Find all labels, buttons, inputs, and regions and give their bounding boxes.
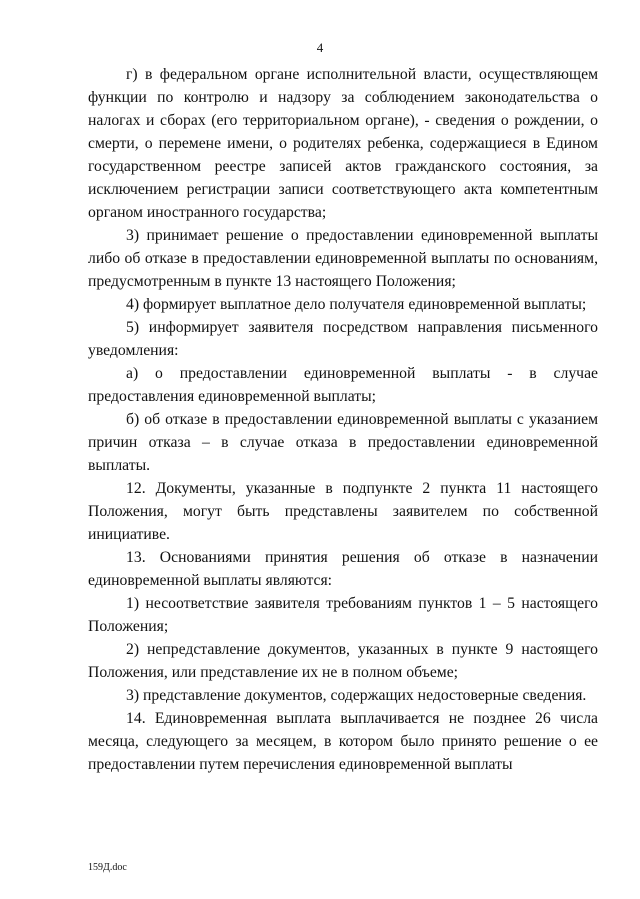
paragraph-5b-refused: б) об отказе в предоставлении единовременной выплаты с указанием причин отказа – в случае отказа в предоставлении единовременной выплаты.: [88, 411, 598, 474]
page-number: 4: [316, 40, 324, 55]
clause-13-item-3: 3) представление документов, содержащих недостоверные сведения.: [126, 687, 587, 704]
clause-13-item-2: 2) непредставление документов, указанных в пункте 9 настоящего Положения, или представление их не в полном объеме;: [88, 641, 598, 681]
paragraph-5a-granted: а) о предоставлении единовременной выплаты - в случае предоставления единовременной выплаты;: [88, 365, 598, 405]
clause-12: 12. Документы, указанные в подпункте 2 пункта 11 настоящего Положения, могут быть представлены заявителем по собственной инициативе.: [88, 480, 598, 543]
paragraph-4-payment-file: 4) формирует выплатное дело получателя единовременной выплаты;: [126, 296, 587, 313]
clause-13: 13. Основаниями принятия решения об отказе в назначении единовременной выплаты являются:: [88, 549, 598, 589]
file-name-footer: 159Д.doc: [88, 862, 127, 873]
paragraph-g-federal-tax-organ: г) в федеральном органе исполнительной власти, осуществляющем функции по контролю и надзору за соблюдением законодательства о налогах и сборах (его территориальном органе), - сведения о рождении, о смерти, о перемене имени, о родителях ребенка, содержащиеся в Едином государственном реестре записей актов гражданского состояния, за исключением регистрации записи соответствующего акта компетентным органом иностранного государства;: [88, 66, 598, 221]
document-body: [88, 63, 598, 776]
paragraph-5-notify: 5) информирует заявителя посредством направления письменного уведомления:: [88, 319, 598, 359]
clause-13-item-1: 1) несоответствие заявителя требованиям пунктов 1 – 5 настоящего Положения;: [88, 595, 598, 635]
paragraph-3-decision: 3) принимает решение о предоставлении единовременной выплаты либо об отказе в предоставлении единовременной выплаты по основаниям, предусмотренным в пункте 13 настоящего Положения;: [88, 227, 598, 290]
clause-14: 14. Единовременная выплата выплачивается не позднее 26 числа месяца, следующего за месяцем, в котором было принято решение о ее предоставлении путем перечисления единовременной выплаты: [88, 710, 598, 773]
